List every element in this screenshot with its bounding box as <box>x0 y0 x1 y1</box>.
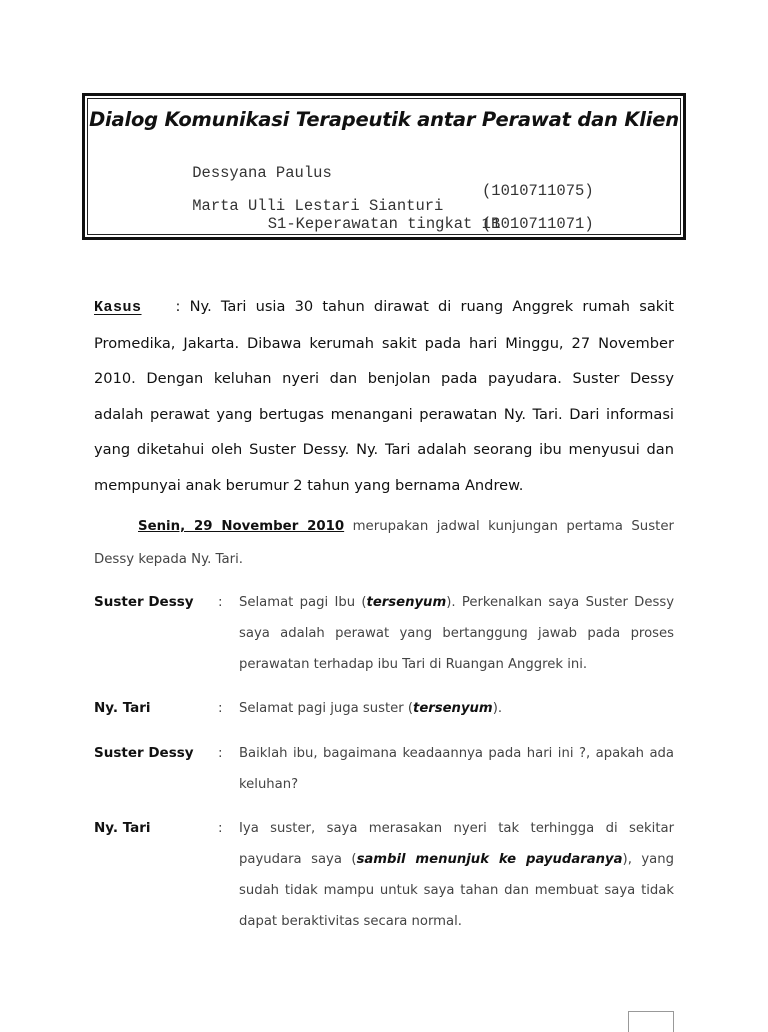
page-number-box <box>628 1011 674 1032</box>
utterance-part: Selamat pagi Ibu ( <box>239 595 367 610</box>
utterance-part: ). <box>492 701 503 716</box>
utterance-part: Iya suster, saya merasakan nyeri tak terhingga di sekitar payudara saya ( <box>239 821 674 867</box>
colon-separator: : <box>218 700 223 716</box>
utterance-part: Selamat pagi juga suster ( <box>239 701 414 716</box>
colon-separator: : <box>218 745 223 761</box>
speaker-name: Ny. Tari <box>94 820 151 836</box>
case-label: Kasus <box>94 299 142 316</box>
author-nim: (1010711071) <box>482 215 594 233</box>
utterance-part: ). Perkenalkan saya Suster Dessy saya adalah perawat yang bertanggung jawab pada proses perawatan terhadap ibu Tari di Ruangan Anggrek ini. <box>239 595 674 672</box>
utterance-emphasis: tersenyum <box>366 595 447 610</box>
utterance-text <box>239 587 674 680</box>
author-name: Dessyana Paulus <box>192 164 332 182</box>
intro-paragraph <box>94 510 674 576</box>
speaker-name: Ny. Tari <box>94 700 151 716</box>
utterance-part: ), yang sudah tidak mampu untuk saya tahan dan membuat saya tidak dapat beraktivitas secara normal. <box>239 852 674 929</box>
colon-separator: : <box>218 820 223 836</box>
utterance-text <box>239 693 674 724</box>
utterance-text <box>239 813 674 937</box>
document-title: Dialog Komunikasi Terapeutik antar Perawat dan Klien <box>89 108 679 131</box>
author-nim: (1010711075) <box>482 182 594 200</box>
intro-text: merupakan jadwal kunjungan pertama Suster Dessy kepada Ny. Tari. <box>94 519 675 567</box>
colon-separator: : <box>218 594 223 610</box>
intro-date: Senin, 29 November 2010 <box>138 519 345 534</box>
utterance-emphasis: sambil menunjuk ke payudaranya <box>356 852 623 867</box>
class-line: S1-Keperawatan tingkat 1B <box>267 215 501 233</box>
case-paragraph <box>94 289 674 503</box>
utterance-part: Baiklah ibu, bagaimana keadaannya pada hari ini ?, apakah ada keluhan? <box>239 746 674 792</box>
speaker-name: Suster Dessy <box>94 594 194 610</box>
author-name: Marta Ulli Lestari Sianturi <box>192 197 444 215</box>
utterance-text <box>239 738 674 800</box>
utterance-emphasis: tersenyum <box>413 701 493 716</box>
case-text: : Ny. Tari usia 30 tahun dirawat di ruang Anggrek rumah sakit Promedika, Jakarta. Dibawa kerumah sakit pada hari Minggu, 27 November 2010. Dengan keluhan nyeri dan benjolan pada payudara. Suster Dessy adalah perawat yang bertugas menangani perawatan Ny. Tari. Dari informasi yang diketahui oleh Suster Dessy. Ny. Tari adalah seorang ibu menyusui dan mempunyai anak berumur 2 tahun yang bernama Andrew. <box>94 298 674 494</box>
speaker-name: Suster Dessy <box>94 745 194 761</box>
title-box <box>82 93 686 240</box>
